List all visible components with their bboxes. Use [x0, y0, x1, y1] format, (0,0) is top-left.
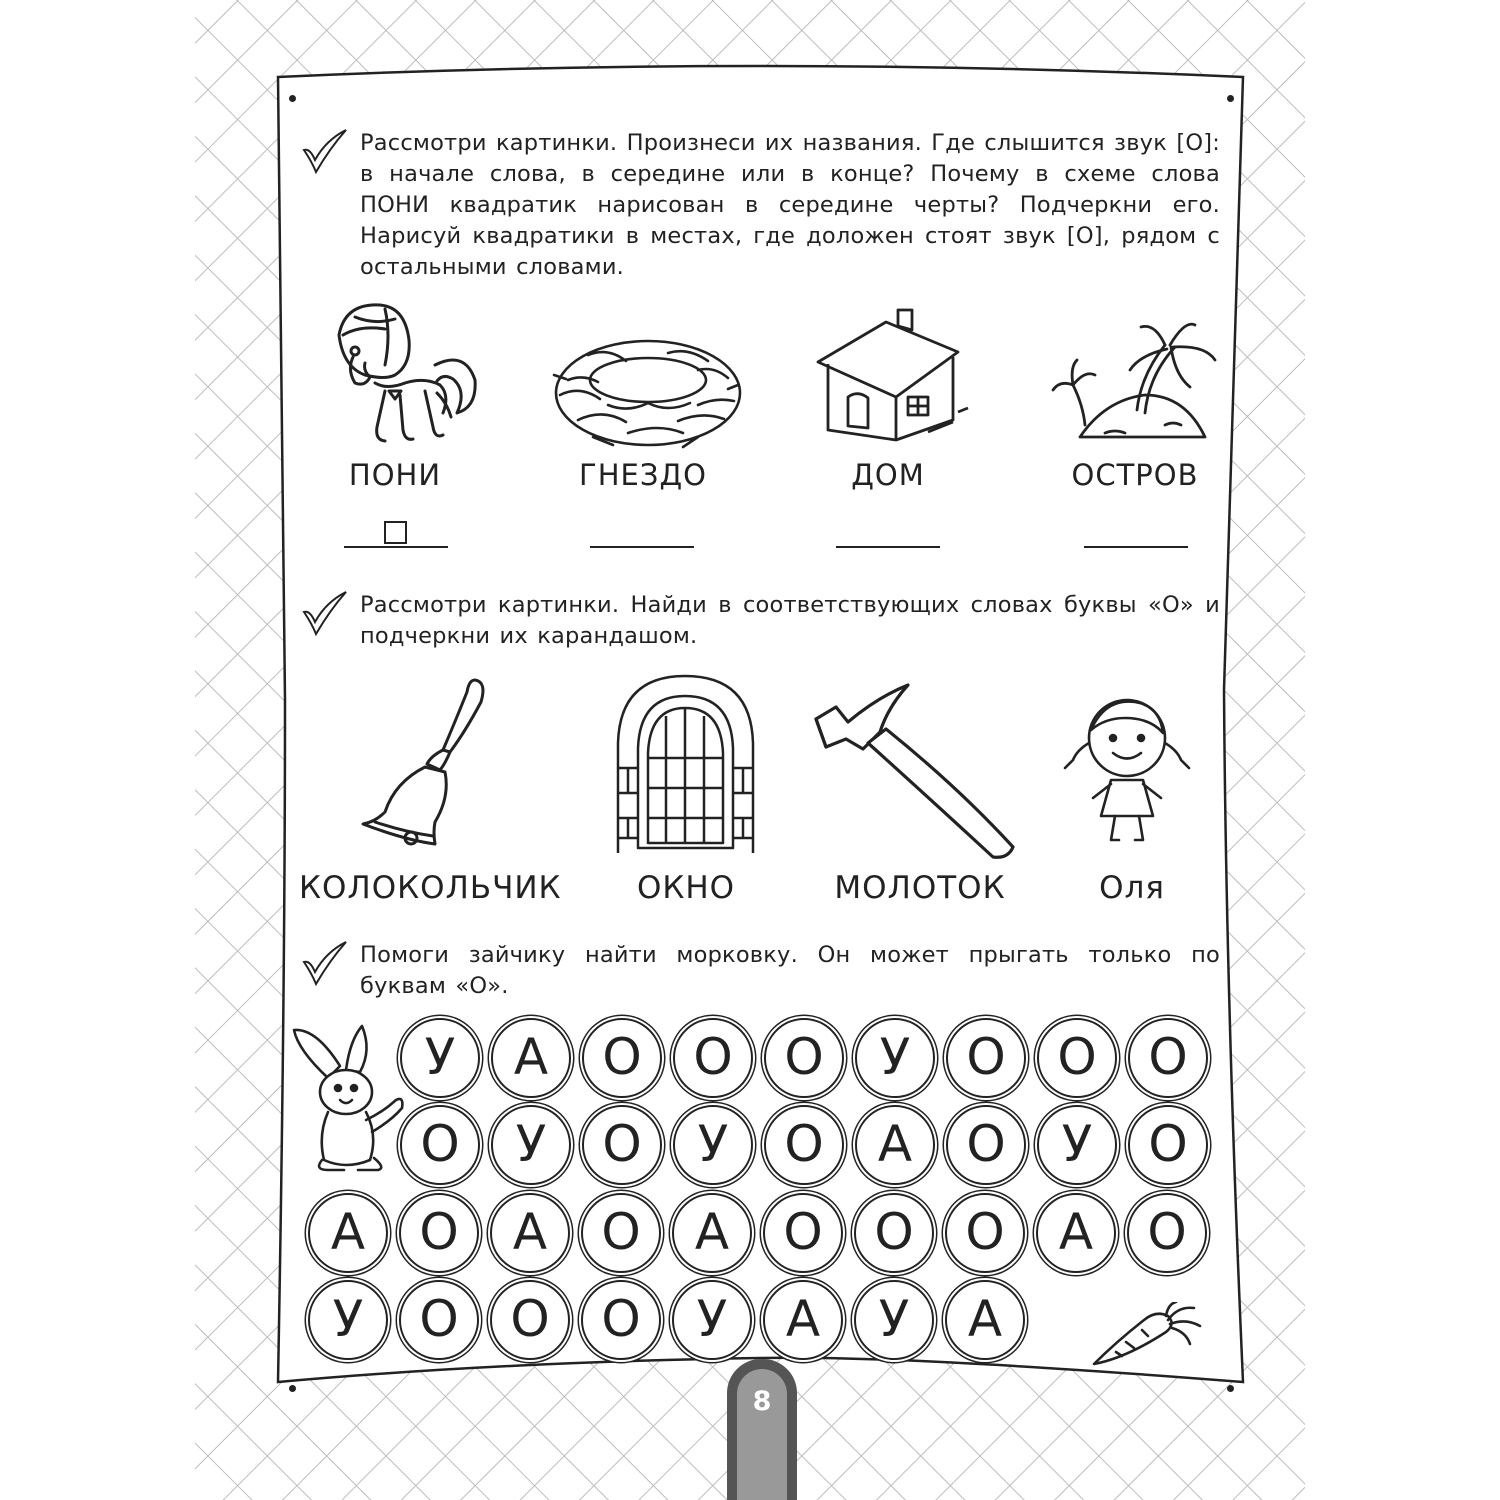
hammer-picture [808, 677, 1023, 862]
maze-letter: А [967, 1290, 1003, 1348]
maze-letter: У [332, 1290, 364, 1348]
maze-letter: О [784, 1028, 824, 1086]
maze-letter-circle[interactable] [945, 1280, 1025, 1360]
maze-letter: А [694, 1203, 730, 1261]
maze-letter: А [1058, 1203, 1094, 1261]
maze-letter: О [1147, 1203, 1187, 1261]
answer-line-house[interactable] [836, 546, 940, 548]
maze-letter: О [784, 1115, 824, 1173]
window-picture [608, 668, 763, 858]
maze-letter: О [874, 1203, 914, 1261]
maze-letter-circle[interactable] [1037, 1018, 1117, 1098]
pin-top-left [289, 95, 296, 102]
word-window: ОКНО [636, 870, 736, 906]
pin-bottom-left [289, 1385, 296, 1392]
maze-letter: О [510, 1290, 550, 1348]
maze-letter: О [965, 1203, 1005, 1261]
maze-letter: О [419, 1290, 459, 1348]
maze-letter: О [966, 1115, 1006, 1173]
island-picture [1045, 315, 1225, 445]
maze-letter-circle[interactable] [399, 1193, 479, 1273]
maze-letter: О [420, 1115, 460, 1173]
maze-letter: О [601, 1290, 641, 1348]
task-3-instruction: Помоги зайчику найти морковку. Он может прыгать только по буквам «О». [360, 942, 1220, 999]
pin-bottom-right [1227, 1385, 1234, 1392]
maze-letter: У [697, 1115, 729, 1173]
task-1 [300, 128, 1220, 288]
maze-letter-circle[interactable] [491, 1018, 571, 1098]
check-mark-icon [300, 940, 350, 990]
maze-letter-circle[interactable] [946, 1105, 1026, 1185]
maze-letter: О [601, 1203, 641, 1261]
maze-letter: О [1148, 1115, 1188, 1173]
maze-letter: О [783, 1203, 823, 1261]
answer-square-pony [384, 521, 407, 544]
maze-letter: О [602, 1115, 642, 1173]
maze-letter-circle[interactable] [400, 1105, 480, 1185]
task-3 [300, 940, 1220, 1010]
maze-letter-circle[interactable] [673, 1105, 753, 1185]
maze-letter-circle[interactable] [672, 1280, 752, 1360]
maze-letter: У [424, 1028, 456, 1086]
maze-letter: А [877, 1115, 913, 1173]
maze-letter-circle[interactable] [582, 1105, 662, 1185]
house-picture [808, 302, 973, 444]
maze-letter-circle[interactable] [308, 1193, 388, 1273]
maze-letter: У [879, 1028, 911, 1086]
maze-letter-circle[interactable] [854, 1280, 934, 1360]
maze-letter-circle[interactable] [308, 1280, 388, 1360]
answer-line-island[interactable] [1084, 546, 1188, 548]
answer-line-nest[interactable] [590, 546, 694, 548]
word-pony: ПОНИ [348, 458, 442, 492]
maze-letter-circle[interactable] [581, 1193, 661, 1273]
task-2 [300, 590, 1220, 660]
maze-letter: О [966, 1028, 1006, 1086]
maze-letter: О [602, 1028, 642, 1086]
answer-line-pony[interactable] [344, 546, 448, 548]
maze-letter-circle[interactable] [490, 1280, 570, 1360]
task-2-instruction: Рассмотри картинки. Найди в соответствующих словах буквы «О» и подчеркни их карандашом. [360, 592, 1220, 649]
maze-letter: У [878, 1290, 910, 1348]
bunny-picture [288, 1020, 413, 1175]
page-number: 8 [752, 1386, 772, 1417]
maze-letter: А [513, 1028, 549, 1086]
maze-letter: А [330, 1203, 366, 1261]
maze-letter-circle[interactable] [764, 1105, 844, 1185]
maze-letter-circle[interactable] [1128, 1105, 1208, 1185]
maze-letter: У [515, 1115, 547, 1173]
maze-letter-circle[interactable] [854, 1193, 934, 1273]
task-1-instruction: Рассмотри картинки. Произнеси их названия. Где слышится звук [О]: в начале слова, в середине или в конце? Почему в схеме слова ПОНИ квадратик нарисован в середине черты? Подчеркни его. Нарисуй квадратики в местах, где доложен стоят звук [О], рядом с остальными словами. [360, 130, 1220, 280]
maze-letter: О [1057, 1028, 1097, 1086]
maze-letter-circle[interactable] [1036, 1193, 1116, 1273]
maze-letter: А [785, 1290, 821, 1348]
maze-letter-circle[interactable] [672, 1193, 752, 1273]
word-girl-name: Оля [1099, 870, 1165, 906]
maze-letter-circle[interactable] [946, 1018, 1026, 1098]
maze-letter-circle[interactable] [945, 1193, 1025, 1273]
maze-letter-circle[interactable] [763, 1280, 843, 1360]
maze-letter: У [696, 1290, 728, 1348]
maze-letter-circle[interactable] [582, 1018, 662, 1098]
word-nest: ГНЕЗДО [579, 458, 707, 492]
nest-picture [548, 325, 748, 460]
maze-letter-circle[interactable] [855, 1018, 935, 1098]
bell-picture [355, 672, 505, 852]
maze-letter: О [419, 1203, 459, 1261]
check-mark-icon [300, 128, 350, 178]
maze-letter-circle[interactable] [855, 1105, 935, 1185]
word-bell: КОЛОКОЛЬЧИК [299, 870, 562, 906]
maze-letter-circle[interactable] [673, 1018, 753, 1098]
maze-letter-circle[interactable] [763, 1193, 843, 1273]
maze-letter: О [1148, 1028, 1188, 1086]
pony-picture [325, 295, 485, 455]
carrot-picture [1086, 1302, 1206, 1372]
maze-letter-circle[interactable] [764, 1018, 844, 1098]
word-house: ДОМ [851, 458, 925, 492]
maze-letter-circle[interactable] [581, 1280, 661, 1360]
check-mark-icon [300, 590, 350, 640]
maze-letter-circle[interactable] [1128, 1018, 1208, 1098]
maze-letter-circle[interactable] [400, 1018, 480, 1098]
maze-letter: О [693, 1028, 733, 1086]
maze-letter-circle[interactable] [1037, 1105, 1117, 1185]
maze-letter: У [1061, 1115, 1093, 1173]
pin-top-right [1227, 95, 1234, 102]
maze-letter: А [512, 1203, 548, 1261]
maze-letter-circle[interactable] [399, 1280, 479, 1360]
word-island: ОСТРОВ [1071, 458, 1199, 492]
maze-letter-circle[interactable] [490, 1193, 570, 1273]
maze-letter-circle[interactable] [491, 1105, 571, 1185]
girl-picture [1055, 688, 1200, 848]
word-hammer: МОЛОТОК [834, 870, 1006, 906]
maze-letter-circle[interactable] [1127, 1193, 1207, 1273]
